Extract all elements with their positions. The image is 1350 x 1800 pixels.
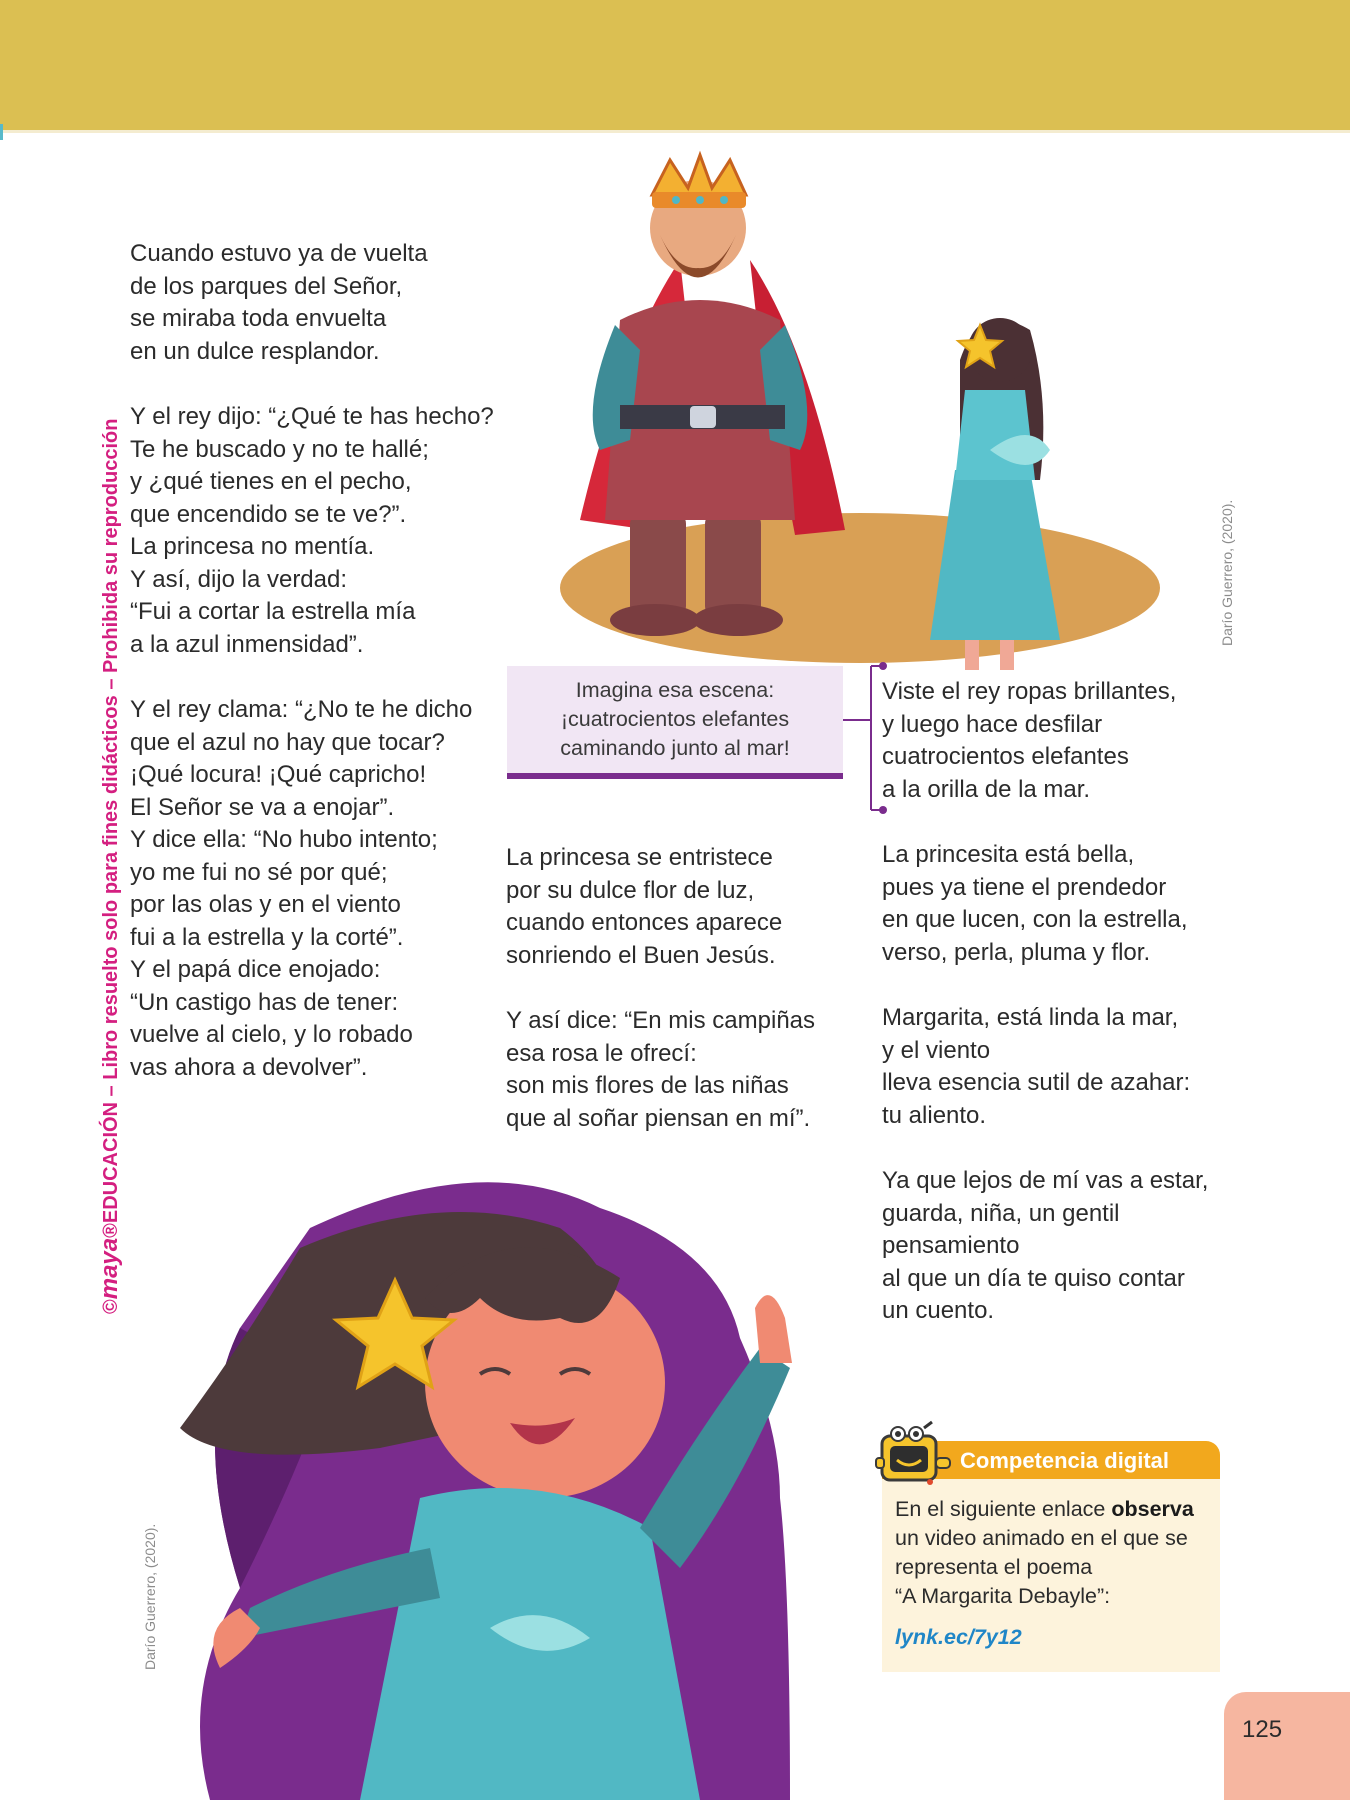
poem-line: La princesita está bella, bbox=[882, 841, 1135, 868]
poem-line: que al soñar piensan en mí”. bbox=[506, 1104, 811, 1132]
digital-competence-box bbox=[882, 1440, 1220, 1672]
digital-competence-title: Competencia digital bbox=[960, 1448, 1170, 1473]
poem-line: yo me fui no sé por qué; bbox=[130, 858, 388, 886]
page-number: 125 bbox=[1242, 1716, 1283, 1743]
poem-line: un cuento. bbox=[882, 1297, 995, 1324]
poem-line: Cuando estuvo ya de vuelta bbox=[130, 240, 428, 267]
poem-line: “Un castigo has de tener: bbox=[130, 988, 399, 1016]
header-accent bbox=[0, 124, 3, 140]
poem-line: fui a la estrella y la corté”. bbox=[130, 923, 404, 951]
poem-line: Te he buscado y no te hallé; bbox=[130, 435, 429, 463]
poem-line: El Señor se va a enojar”. bbox=[130, 793, 395, 821]
poem-line: lleva esencia sutil de azahar: bbox=[882, 1069, 1191, 1096]
poem-line: que el azul no hay que tocar? bbox=[130, 728, 445, 756]
video-link[interactable]: lynk.ec/7y12 bbox=[895, 1625, 1022, 1649]
poem-line: La princesa no mentía. bbox=[130, 533, 375, 560]
poem-stanza bbox=[130, 238, 428, 368]
illustration-credit-top: Darío Guerrero, (2020). bbox=[1219, 499, 1235, 646]
registered-mark: ® bbox=[100, 1223, 122, 1238]
page-number-tab bbox=[1224, 1692, 1350, 1800]
callout-line: Imagina esa escena: bbox=[575, 678, 775, 702]
poem-line: tu aliento. bbox=[882, 1101, 987, 1129]
poem-line: Y dice ella: “No hubo intento; bbox=[130, 826, 438, 853]
poem-line: Ya que lejos de mí vas a estar, bbox=[882, 1167, 1209, 1194]
poem-stanza bbox=[130, 401, 494, 661]
poem-line: son mis flores de las niñas bbox=[506, 1072, 789, 1099]
callout-line: ¡cuatrocientos elefantes bbox=[560, 707, 790, 731]
poem-line: sonriendo el Buen Jesús. bbox=[506, 941, 776, 969]
robot-mascot-icon bbox=[872, 1420, 954, 1492]
poem-line: y ¿qué tienes en el pecho, bbox=[130, 468, 412, 495]
poem-stanza bbox=[882, 1165, 1208, 1328]
poem-stanza bbox=[882, 839, 1188, 969]
poem-line: guarda, niña, un gentil bbox=[882, 1199, 1120, 1227]
poem-line: vas ahora a devolver”. bbox=[130, 1053, 368, 1081]
digital-text-line: un video animado en el que se bbox=[895, 1526, 1188, 1550]
copyright-symbol: © bbox=[100, 1299, 122, 1314]
poem-line: en un dulce resplandor. bbox=[130, 337, 380, 365]
king-princess-illustration bbox=[560, 150, 1200, 670]
poem-line: y luego hace desfilar bbox=[882, 710, 1103, 738]
digital-competence-body bbox=[882, 1479, 1220, 1672]
poem-stanza bbox=[130, 694, 472, 1084]
poem-line: Viste el rey ropas brillantes, bbox=[882, 678, 1177, 705]
poem-stanza bbox=[506, 842, 782, 972]
poem-line: en que lucen, con la estrella, bbox=[882, 906, 1188, 933]
poem-line: Margarita, está linda la mar, bbox=[882, 1004, 1179, 1031]
poem-line: se miraba toda envuelta bbox=[130, 305, 387, 332]
poem-line: cuatrocientos elefantes bbox=[882, 743, 1129, 770]
poem-line: Y así dice: “En mis campiñas bbox=[506, 1007, 816, 1034]
poem-line: La princesa se entristece bbox=[506, 844, 773, 871]
copyright-notice bbox=[96, 419, 124, 1314]
digital-text-line: representa el poema bbox=[895, 1555, 1093, 1579]
poem-line: Y el rey dijo: “¿Qué te has hecho? bbox=[130, 403, 494, 430]
header-band bbox=[0, 0, 1350, 130]
poem-line: cuando entonces aparece bbox=[506, 909, 783, 936]
poem-line: Y el papá dice enojado: bbox=[130, 956, 381, 983]
callout-box bbox=[507, 666, 843, 779]
callout-line: caminando junto al mar! bbox=[560, 736, 790, 760]
poem-line: al que un día te quiso contar bbox=[882, 1264, 1185, 1292]
poem-line: Y el rey clama: “¿No te he dicho bbox=[130, 696, 473, 723]
poem-line: vuelve al cielo, y lo robado bbox=[130, 1021, 413, 1048]
poem-line: a la azul inmensidad”. bbox=[130, 630, 364, 658]
girl-illustration bbox=[180, 1168, 860, 1800]
digital-text-line bbox=[895, 1495, 1208, 1524]
poem-stanza bbox=[506, 1005, 815, 1135]
poem-line: de los parques del Señor, bbox=[130, 272, 403, 300]
poem-line: “Fui a cortar la estrella mía bbox=[130, 598, 416, 625]
poem-line: por las olas y en el viento bbox=[130, 891, 401, 918]
poem-line: que encendido se te ve?”. bbox=[130, 500, 407, 528]
header-divider bbox=[0, 130, 1350, 133]
poem-line: y el viento bbox=[882, 1036, 991, 1064]
illustration-credit-bottom: Darío Guerrero, (2020). bbox=[142, 1523, 158, 1670]
copyright-text: EDUCACIÓN – Libro resuelto solo para fines didácticos – Prohibida su reproducción bbox=[100, 418, 122, 1224]
poem-line: por su dulce flor de luz, bbox=[506, 876, 755, 904]
digital-text-bold: observa bbox=[1111, 1497, 1194, 1521]
poem-stanza bbox=[882, 676, 1176, 806]
poem-line: pues ya tiene el prendedor bbox=[882, 873, 1167, 901]
digital-text: En el siguiente enlace bbox=[895, 1497, 1112, 1521]
brand-logo-text: maya bbox=[96, 1237, 123, 1300]
poem-line: esa rosa le ofrecí: bbox=[506, 1039, 697, 1067]
poem-line: ¡Qué locura! ¡Qué capricho! bbox=[130, 761, 427, 788]
poem-line: a la orilla de la mar. bbox=[882, 775, 1091, 803]
digital-text-line: “A Margarita Debayle”: bbox=[895, 1584, 1111, 1608]
poem-stanza bbox=[882, 1002, 1190, 1132]
poem-line: Y así, dijo la verdad: bbox=[130, 565, 348, 593]
poem-line: pensamiento bbox=[882, 1232, 1020, 1259]
poem-line: verso, perla, pluma y flor. bbox=[882, 938, 1151, 966]
